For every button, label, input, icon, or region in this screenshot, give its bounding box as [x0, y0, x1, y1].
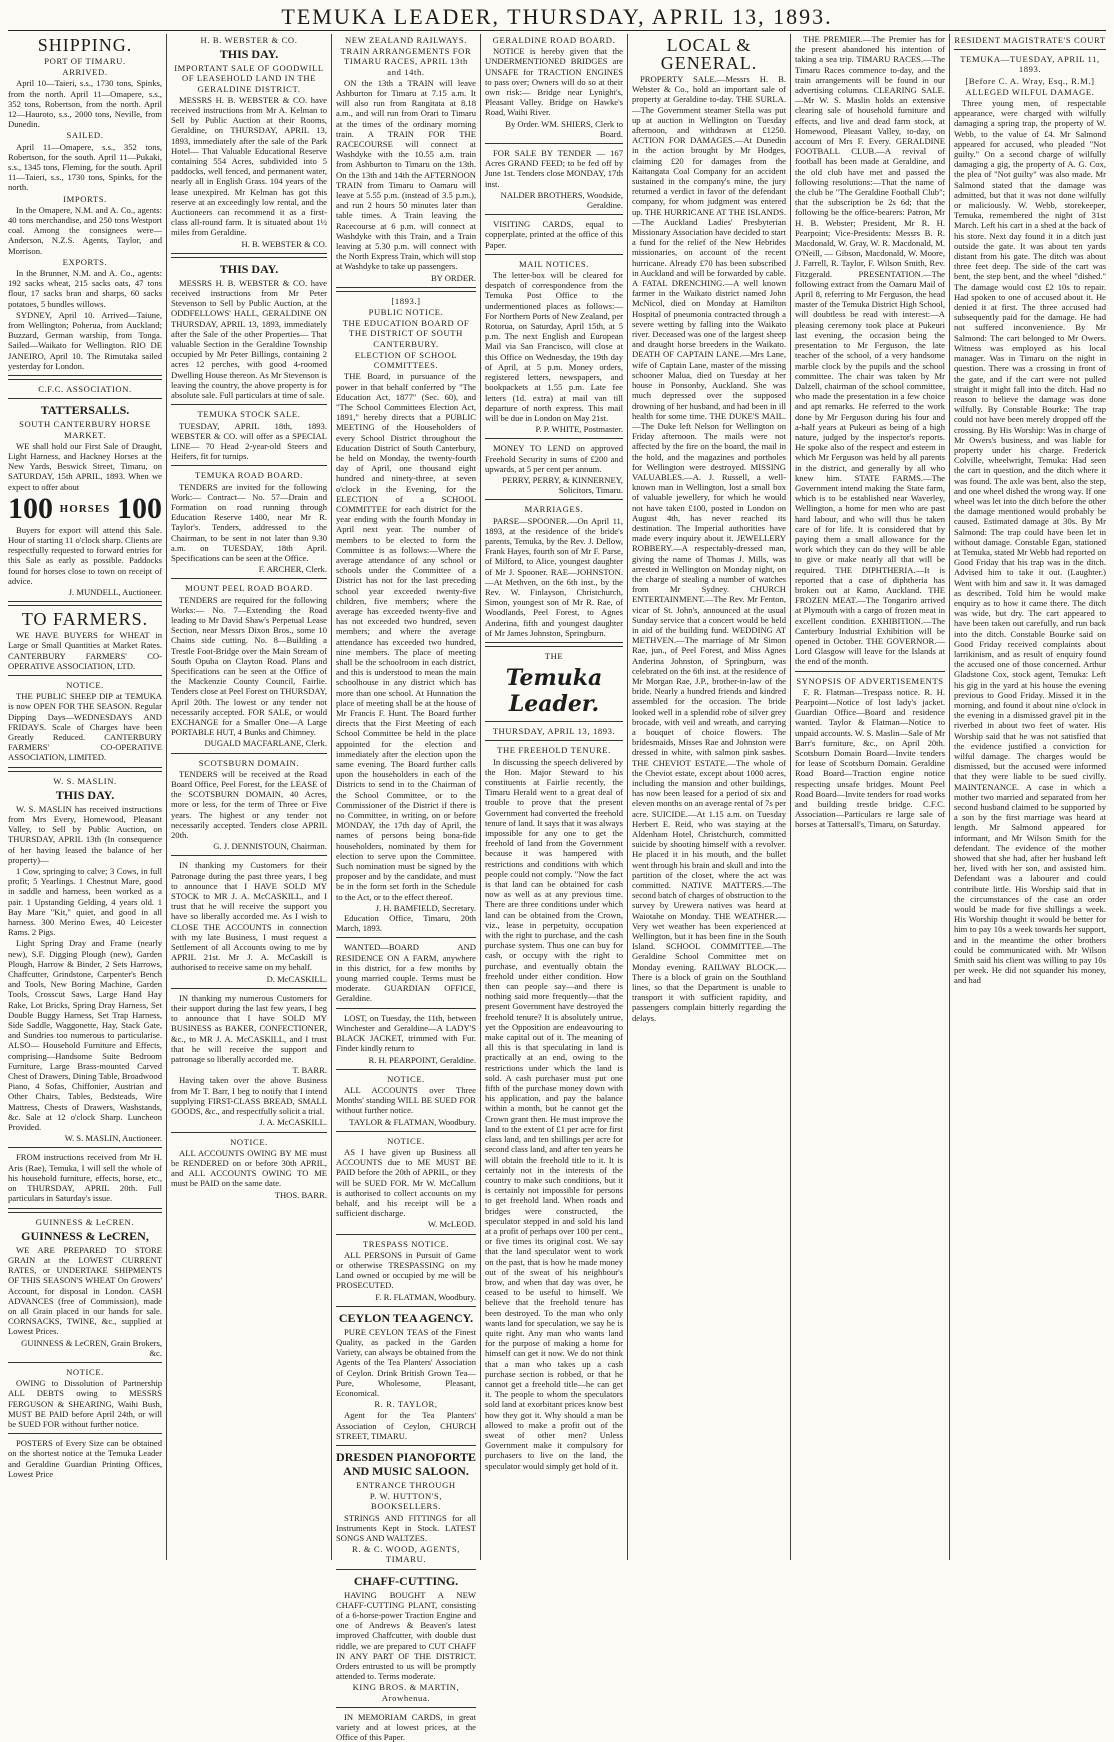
divider [336, 287, 476, 292]
local-general-continued-text: THE PREMIER.—The Premier has for the present abandoned his intention of taking a sea trip. TIMARU RACES.—The Timaru Races commence to-day, and the train arrangements will be found in our advertising columns. CLEARING SALE.—Mr W. S. Maslin holds an extensive clearing sale of household furniture and effects, and live and dead farm stock, at Homewood, Pleasant Valley, to-day, on account of Mrs F. Every. GERALDINE FOOTBALL CLUB.—A revival of football has been made at Geraldine, and the old club have met and passed the following resolutions:—That the name of the club be "The Geraldine Football Club"; that the subscription be 2s 6d; that the following be the office-bearers: Patron, Mr H. B. Webster; President, Mr R. H. Pearpoint; Vice-Presidents: Messrs B. R. Macdonald, W. Gray, W. R. Macdonald, M. O'Neill, — Gibson, Macdonald, W. Moore, J. Farrell, R. Taylor, F. Wilson Smith, Rev. Fitzgerald. PRESENTATION.—The following extract from the Oamaru Mail of April 8, referring to Mr Ferguson, the head master of the Temuka District High School, will doubtless be read with interest:—A pleasing ceremony took place at Pukeuri last evening, the occasion being the presentation to Mr Ferguson, the late teacher of the school, of a very handsome marble clock by the pupils and the school committee. The chair was taken by Mr Dalzell, chairman of the school committee, who made the presentation in a few choice and apt remarks. He referred to the work done by Mr Ferguson during his four and a-half years at Pukeuri as being of a high nature, judged by the inspector's reports. He spoke also of the respect and esteem in which Mr Ferguson was held by all parents in the district, and generally by all who knew him. STATE FARMS.—The Government intend making the State farm, which is to be established near Waverley, Wellington, a home for men who are past hard labour, and who will thus be taken care of for life. It is considered that by paying them a small allowance for the work which they can do they will be able to give or make nearly all that will be required. THE DIPHTHERIA.—It is reported that a case of diphtheria has broken out at Kamo, Auckland. THE FROZEN MEAT.—The Tongariro arrived at Plymouth with a cargo of frozen meat in excellent condition. EXHIBITION.—The Canterbury Industrial Exhibition will be opened in October. THE GOVERNOR.—Lord Glasgow will leave for the Islands at the end of the month. [795, 34, 945, 667]
hundred-left: 100 [8, 491, 53, 525]
trespass-heading: TRESPASS NOTICE. [362, 1238, 450, 1249]
horse-market-heading: SOUTH CANTERBURY HORSE MARKET. [19, 419, 151, 440]
divider [336, 1069, 476, 1070]
column-rule [627, 34, 628, 1560]
webster-heading: H. B. WEBSTER & CO. [200, 35, 298, 45]
accounts-text: ALL ACCOUNTS OWING BY ME must be RENDERED on or before 30th APRIL, and ALL ACCOUNTS OWING TO ME must be PAID on the same date. [171, 1147, 327, 1189]
divider [336, 1234, 476, 1235]
exports-text: In the Brunner, N.M. and A. Co., agents: 192 sacks wheat, 215 sacks oats, 47 tons flour, 17 sacks bran and sharps, 60 sacks potatoes, 5 bundles willows. [8, 268, 162, 309]
column-shipping [8, 34, 162, 1560]
divider [485, 499, 623, 500]
column-railways [336, 34, 476, 1742]
divider [171, 253, 327, 258]
mail-text: The letter-box will be cleared for despatch of correspondence from the Temuka Post Office to the undermentioned places as follows:— For Northern Ports of New Zealand, per Rotorua, on Saturday, April 15th, at 5 p.m. The next English and European Mail via San Francisco, will close at this Office on Wednesday, the 19th day of April, at 5 p.m. Money orders, registered letters, newspapers, and bookpackets at 1.55 p.m. Late fee letters (1d. extra) at mail van till departure of north express. This mail will be due in London on May 21st. [485, 270, 623, 423]
scotsburn-text: TENDERS will be received at the Road Board Office, Peel Forest, for the LEASE of the SCOTSBURN DOMAIN, 40 Acres, more or less, for the term of Three or Five years. The highest or any tender not necessarily accepted. Tenders close APRIL 20th. [171, 768, 327, 841]
guinness-heading: GUINNESS & LeCREN. [35, 1216, 135, 1227]
divider [485, 214, 623, 215]
column-rule [790, 34, 791, 1560]
divider [8, 375, 162, 380]
thos-barr-signature: THOS. BARR. [274, 1189, 327, 1200]
education-office: Education Office, Timaru, 20th March, 1893. [336, 913, 476, 934]
divider [336, 1131, 476, 1132]
divider [8, 1208, 162, 1213]
king-bros-signature: KING BROS. & MARTIN, Arowhenua. [352, 1682, 460, 1703]
synopsis-text: F. R. Flatman—Trespass notice. R. H. Pearpoint—Notice of lost lady's jacket. Guardian Office—Board and residence wanted. Taylor & Flatman—Notice to unpaid accounts. W. S. Maslin—Sale of Mr Barr's furniture, &c., on April 20th. Scotsburn Domain Board—Invite tenders for lease of Scotsburn Domain. Geraldine Road Board—Traction engine notice respecting unsafe bridges. Mount Peel Road Board—Invite tenders for road works and building trestle bridge. C.F.C. Association—Particulars re large sale of horses at Tattersall's, Timaru, on Saturday. [795, 686, 945, 830]
local-general-text: PROPERTY SALE.—Messrs H. B. Webster & Co., hold an important sale of property at Geraldine to-day. THE SURLA.—The Government steamer Stella was put up at auction in Wellington on Tuesday afternoon, and withdrawn at £1250. ACTION FOR DAMAGES.—At Dunedin in the action brought by Mr Hodges, claiming £20 for damages from the Kaitangata Coal Company for an accident sustained in the company's mine, the jury returned a verdict in favor of the defendant company, for whom judgment was entered up. THE HURRICANE AT THE ISLANDS.—The Auckland Ladies' Presbyterian Missionary Association have decided to start a fund for the relief of the New Hebrides missionaries, on account of the recent hurricane. Already £70 has been subscribed in Auckland and will be forwarded by cable. A FATAL DRENCHING.—A well known farmer in the Waikato district named John McNicol, died on Monday at Hamilton Hospital of pneumonia contracted through a severe wetting by falling into the Waikato river. Deceased was one of the largest sheep and draught horse breeders in the Waikato. DEATH OF CAPTAIN LANE.—Mrs Lane, wife of Captain Lane, master of the missing schooner Malua, died on Tuesday at her house in Ponsonby, Auckland. She was much depressed over the supposed drowning of her husband, and had been in ill health for some time. THE DUKE'S MAIL.—The Duke left Nelson for Wellington on Friday afternoon. The mails were not affected by the fire on the board, the mail in the hold, and the magazines and portholes for Wellington were destroyed. MISSING VALUABLES.—A. J. Russell, a well-known man in Wellington, lost a small box of valuable jewellery, for which he would not have taken £100, posted in London on August 4th, has never reached its destination. The Imperial authorities have made every inquiry about it. JEWELLERY ROBBERY.—A respectably-dressed man, giving the name of Thomas J. Mills, was arrested in Wellington on Monday night, on the charge of stealing a number of watches from Mr Sydney. CHURCH ENTERTAINMENT.—The Rev. Mr Fenton, vicar of St. John's, announced at the usual Sunday service that a concert would be held in aid of the building fund. WEDDING AT METHVEN.—The marriage of Mr Simon Rae, jun., of Peel Forest, and Miss Agnes Anderina Johnston, of Springburn, was celebrated on the 6th inst. at the residence of Mr Morgan Rae, J.P., brother-in-law of the bride. Nearly a hundred friends and kindred assembled for the occasion. The bride looked well in a splendid robe of silver grey brocade, with veil and wreath, and carrying a bouquet of choice flowers. The bridesmaids, Misses Rae and Johnston were dressed in white, with salmon pink sashes. THE CHEVIOT ESTATE.—The whole of the Cheviot estate, except about 1000 acres, including the mansion and other buildings, has now been leased for a period of six and eleven months on an average rental of 7s per acre. SUICIDE.—At 1.15 a.m. on Tuesday Herbert E. Reid, who was staying at the Aldenham Hotel, Christchurch, committed suicide by shooting himself with a revolver. He placed it in his mouth, and the bullet went through his brain and skull and into the partition of the closet, where the act was committed. NATIVE MATTERS.—The second batch of charges of obstruction to the survey by Urewera natives was heard at Waiotahe on Monday. THE WEATHER.—Very wet weather has been experienced at Wellington, but it has been fine in the South Island. SCHOOL COMMITTEE.—The Geraldine School Committee met on Monday evening. RAILWAY BLOCK.—There is a block of grain on the Southland lines, so that the Department is unable to transport it with sufficient rapidity, and passengers complain bitterly regarding the delays. [632, 74, 786, 1023]
education-heading: THE EDUCATION BOARD OF THE DISTRICT OF SOUTH CANTERBURY. [342, 318, 470, 349]
mccaskill-bread-text: Having taken over the above Business from Mr T. Barr, I beg to notify that I intend supplying FIRST-CLASS BREAD, SMALL GOODS, &c., and respectfully solicit a trial. [171, 1075, 327, 1117]
geraldine-road-board-heading: GERALDINE ROAD BOARD. [492, 35, 616, 45]
geraldine-road-board-text: NOTICE is hereby given that the UNDERMENTIONED BRIDGES are UNSAFE for TRACTION ENGINES to pass over; Owners will do so at their own risk:— Bridge near Lynight's, Pleasant Valley. Bridge on Hawke's Road, Waihi River. [485, 46, 623, 118]
guinness-signature: GUINNESS & LeCREN, Grain Brokers, &c. [21, 1337, 162, 1358]
webster-signature: H. B. WEBSTER & CO. [241, 238, 327, 249]
election-heading: ELECTION OF SCHOOL COMMITTEES. [354, 349, 458, 371]
notice-heading: NOTICE. [230, 1136, 268, 1147]
notice-heading: NOTICE. [387, 1073, 425, 1084]
divider [8, 767, 162, 772]
mount-peel-text: TENDERS are required for the following Works:— No. 7—Extending the Road leading to Mr David Shaw's Perpetual Lease Section, near Messrs Dixon Bros., some 10 Chains side cutting. No. 8—Building a Trestle Foot-Bridge over the Main Stream of South Opuha on Clayton Road. Plans and Specifications can be seen at the Office of the Mackenzie County Council, Fairlie. Tenders close at Peel Forest on THURSDAY, April 20th. The lowest or any tender not necessarily accepted. FOR SALE, or would EXCHANGE for a Smaller One—A Large PORTABLE HUT, 4 Bunks and Chimney. [171, 594, 327, 738]
hundred-right: 100 [116, 491, 162, 525]
year-label: [1893.] [391, 295, 421, 306]
divider [336, 1707, 476, 1708]
column-rule [166, 34, 167, 1560]
divider [8, 1433, 162, 1434]
the-label: THE [544, 650, 564, 661]
freehold-heading: THE FREEHOLD TENURE. [497, 745, 611, 756]
column-local-general [632, 34, 786, 1560]
this-day-heading-2: THIS DAY. [219, 261, 279, 276]
imports-text: In the Omapere, N.M. and A. Co., agents: 40 tons merchandise, and 250 tons Westport coal. Among the consignees were—Anderson, N.Z.S. Agents, Taylor, and Morrison. [8, 204, 162, 256]
column-auctions [171, 34, 327, 1560]
taylor-notice-text: ALL ACCOUNTS over Three Months' standing WILL BE SUED FOR without further notice. [336, 1084, 476, 1116]
rr-taylor-text: Agent for the Tea Planters' Association of Ceylon, CHURCH STREET, TIMARU. [336, 1410, 476, 1441]
divider [336, 1445, 476, 1446]
column-rule [480, 34, 481, 1560]
synopsis-heading: SYNOPSIS OF ADVERTISEMENTS [796, 675, 944, 686]
furniture-sale-text: FROM instructions received from Mr H. Aris (Rae), Temuka, I will sell the whole of his household furniture, effects, horse, etc., on THURSDAY, APRIL 20th. Full particulars in Saturday's issue. [8, 1152, 162, 1204]
divider [336, 1306, 476, 1307]
wood-signature: R. & C. WOOD, AGENTS, TIMARU. [352, 1544, 460, 1565]
pearpoint-signature: R. H. PEARPOINT, Geraldine. [368, 1054, 476, 1065]
taylor-signature: TAYLOR & FLATMAN, Woodbury. [349, 1116, 476, 1127]
archer-signature: F. ARCHER, Clerk. [258, 564, 327, 575]
notice-heading-2: NOTICE. [66, 1366, 104, 1377]
ceylon-tea-text: PURE CEYLON TEAS of the Finest Quality, as packed in the Garden Variety, can always be obtained from the Agents of the Tea Planters' Association of Ceylon. Drink British Grown Tea—Pure, Wholesome, Pleasant, Economical. [336, 1326, 476, 1398]
divider [8, 398, 162, 399]
perry-signature: PERRY, PERRY, & KINNERNEY, Solicitors, Timaru. [502, 474, 623, 496]
train-title: TRAIN ARRANGEMENTS FOR TIMARU RACES, APRIL 13th and 14th. [340, 46, 472, 77]
education-text: THE Board, in pursuance of the power in that behalf conferred by "The Education Act, 1877" (Sec. 60), and "The School Committees Election Act, 1891," hereby directs that a PUBLIC MEETING of the Householders of every School District throughout the Education District of South Canterbury, be held on Monday, the twenty-fourth day of April, one thousand eight hundred and ninety-three, at seven o'clock in the Evening, for the ELECTION of a SCHOOL COMMITTEE for each district for the year ending with the fourth Monday in April next year. The number of members to be elected to form the Committee is as follows:—Where the average attendance of any school or schools under the Committee of a District has not for the last preceding school year exceeded twenty-five children, five members; where the average has exceeded twenty-five and has not exceeded two hundred, seven members; and where the average attendance has exceeded two hundred, nine members. The place of meeting shall be the schoolroom in each district, and this is understood to mean the main schoolhouse in any district which has more than one school. At Hunnation the place of meeting shall be at the house of Mr Francis F. Hunt. The Board further directs that the First Meeting of each School Committee be held in the place appointed for the election and immediately after the election upon the same evening. The Board further calls upon the householders in each of the Districts to send in to the Chairman of the School Committee, or to the Commissioner of the District if there is no Committee, in writing, on or before MONDAY, the 17th day of April, the names of persons being bona-fide householders, nominated by them for election to serve upon the Committee. Such nomination must be signed by the proposer and by the candidate, and must be in the form set forth in the Schedule to the Act, or to the effect thereof. [336, 371, 476, 902]
exports-heading: EXPORTS. [62, 256, 108, 267]
flatman-signature: F. R. FLATMAN, Woodbury. [375, 1291, 476, 1302]
farmers-title: TO FARMERS. [21, 609, 149, 630]
stock-sale-text: TUESDAY, APRIL 18th, 1893. WEBSTER & CO. will offer as a SPECIAL LINE— 70 Head 2-year-old Steers and Heifers, fit for turnips. [171, 420, 327, 462]
port-heading: PORT OF TIMARU. [44, 56, 126, 66]
cfc-heading: C.F.C. ASSOCIATION. [38, 384, 132, 395]
wanted-text: WANTED—BOARD AND RESIDENCE ON A FARM, anywhere in this district, for a few months by young married couple. Terms must be moderate. GUARDIAN OFFICE, Geraldine. [336, 942, 476, 1004]
divider [171, 404, 327, 405]
marriages-heading: MARRIAGES. [524, 504, 584, 515]
maslin-heading: W. S. MASLIN. [53, 775, 117, 786]
divider [336, 1569, 476, 1570]
marriages-text: PARSE—SPOONER.—On April 11, 1893, at the residence of the bride's parents, Temuka, by the Rev. J. Dellow, Frank Hayes, fourth son of Mr F. Parse, of Milford, to Alice, youngest daughter of Mr J. Spooner. RAE—JOHNSTON.—At Methven, on the 6th inst., by the Rev. W. Finlayson, Christchurch, Simon, youngest son of Mr R. Rae, of Woodlands, Peel Forest, to Agnes Anderina, fifth and youngest daughter of Mr James Johnston, Springburn. [485, 515, 623, 638]
hundred-horses-line [8, 493, 162, 525]
visiting-cards-text: VISITING CARDS, equal to copperplate, printed at the office of this Paper. [485, 219, 623, 250]
mundell-signature: J. MUNDELL, Auctioneer. [68, 586, 162, 597]
column-rule [949, 34, 950, 1560]
court-heading: RESIDENT MAGISTRATE'S COURT [954, 35, 1106, 45]
court-text: Three young men, of respectable appearance, were charged with wilfully damaging a spring trap, the property of W. Webb, to the value of £4. Mr Salmond appeared for accused, who pleaded "Not guilty." On a second charge of wilfully damaging a gig, the property of A. G. Cox, the plea of "Not guilty" was also made. Mr Salmond stated that the damage was admitted, but that it was not done wilfully or maliciously. W. Webb, storekeeper, Temuka, remembered the night of 31st March. Left his cart in a shed at the back of his store. Next day found it in a ditch just outside the gate. It was about ten yards distant from his gate. The ditch was about three feet deep. The side of the cart was bent, the step bent, and the wheel "dished." The damage would cost £2 10s to repair. Had spoken to one of accused about it. He denied it at first. The three accused had subsequently paid for the damage. He had not suffered inconvenience. By Mr Salmond: The cart belonged to Mr Owers. Witness was employed as his local manager. Was in Timaru on the night in question. There was a crossing in front of the gate, and if the cart were not pulled straight it might fall into the ditch. Had no reason to believe the damage was done wilfully. By Constable Bourke: The trap could not have been merely dropped off the crossing. By His Worship: Was in charge of Mr Owers's business, and was liable for property under his charge. Frederick Colville, wheelwright, Temuka: Had seen the cart in question, and the ditch where it was found. The axle was bent, also the step, and one wheel dished the wrong way. If one wheel was let into the ditch before the other the damage mentioned would probably be caused. Estimated damage at 30s. By Mr Salmond: The trap could have been let in without damage. Constable Egan, stationed at Temuka, stated Mr Webb had reported on Good Friday that his trap was in the ditch. Advised him to take it out. (Laughter.) Went with him and saw it. It was damaged as described. Told him he would make enquiry as to how it came there. The ditch was wide, but dry. The cart appeared to have been taken out carefully, and run back into the ditch. Constable Bourke said on Good Friday received complaints about larrikinism, and as result of enquiry found the accused one of those concerned. Arthur Gladstone Cox, stock agent, Temuka: Left his gig in the yard at his house the evening previous to Good Friday. Missed it in the morning, and found it about nine o'clock in the evening in a dismissed gravel pit in the riverbed in about two feet of water. His Worship said that he was not satisfied that the evidence justified a conviction for wilful damage. The charges would be dismissed, but the accused were informed that they were liable to be sued civilly. MAINTENANCE. A case in which a mother two married and separated from her second husband claimed to be supported by a son by the first marriage was heard at length. Mr Salmond appeared for informant, and Mr Wilson Smith for the defendant. The evidence of the mother showed that she had, after her husband left her, lived with her son, and assisted him. Defendant was a labourer and could contribute little. His Worship said that in the circumstances of the case an order would be made for five shillings a week. His Worship thought it would be better for him to pay 10s a week towards her support, and in the meantime the other brothers could be communicated with. Mr Wilson Smith said his client was willing to pay 10s per week. He did not squander his money, and had [954, 98, 1106, 986]
ceylon-tea-heading: CEYLON TEA AGENCY. [338, 1310, 474, 1325]
stock-sale-heading: TEMUKA STOCK SALE. [197, 409, 301, 420]
maslin-signature: W. S. MASLIN, Auctioneer. [64, 1133, 162, 1144]
divider [485, 438, 623, 439]
goodwill-heading: IMPORTANT SALE OF GOODWILL OF LEASEHOLD LAND IN THE GERALDINE DISTRICT. [174, 63, 324, 94]
mail-heading: MAIL NOTICES. [518, 258, 590, 269]
chaff-cutting-heading: CHAFF-CUTTING. [353, 1573, 459, 1588]
court-date: TEMUKA—TUESDAY, APRIL 11, 1893. [960, 54, 1100, 75]
divider [336, 937, 476, 938]
dresden-heading: DRESDEN PIANOFORTE AND MUSIC SALOON. [336, 1450, 476, 1478]
horse-sale-text: WE shall hold our First Sale of Draught, Light Harness, and Hackney Horses at the New Yards, Beswick Street, Timaru, on SATURDAY, 15th APRIL, 1893. When we expect to offer about [8, 440, 162, 492]
divider [171, 753, 327, 754]
divider [485, 254, 623, 255]
temuka-road-board-heading: TEMUKA ROAD BOARD. [195, 470, 303, 481]
column-court [954, 34, 1106, 1560]
masthead-rule [8, 30, 1106, 31]
arrived-heading: ARRIVED. [62, 67, 108, 78]
lost-text: LOST, on Tuesday, the 11th, between Winchester and Geraldine—A LADY'S BLACK JACKET, trimmed with Fur. Finder kindly return to [336, 1012, 476, 1054]
horse-sale-text-2: Buyers for export will attend this Sale. Hour of starting 11 o'clock sharp. Clients are respectfully requested to forward entries for this Sale as early as possible. Paddocks found for horses close to town on receipt of advice. [8, 524, 162, 586]
posters-text: POSTERS of Every Size can be obtained on the shortest notice at the Temuka Leader and Geraldine Guardian Printing Offices, Lowest Price [8, 1438, 162, 1479]
column-rule [331, 34, 332, 1560]
divider [171, 578, 327, 579]
scotsburn-heading: SCOTSBURN DOMAIN. [198, 757, 300, 768]
shipping-title: SHIPPING. [37, 35, 133, 55]
alleged-damage-heading: ALLEGED WILFUL DAMAGE. [965, 86, 1095, 97]
mcleod-text: AS I have given up Business all ACCOUNTS due to ME MUST BE PAID before the 20th of APRIL, or they will be SUED FOR. Mr W. McCallum is authorised to collect accounts on my behalf, and his receipt will be a sufficient discharge. [336, 1146, 476, 1219]
mcleod-signature: W. McLEOD. [427, 1219, 476, 1230]
nalder-signature: NALDER BROTHERS, Woodside, Geraldine. [500, 189, 623, 211]
newspaper-title: Temuka Leader. [505, 665, 603, 718]
train-text: ON the 13th a TRAIN will leave Ashburton for Timaru at 7.15 a.m. It will also run from Rangitata at 8.18 a.m., and will run from Orari to Timaru at the times of the ordinary morning train. A TRAIN FOR THE RACECOURSE will connect at Washdyke with the 10.55 a.m. train from Ashburton to Timaru on the 13th. On the 13th and 14th the AFTERNOON TRAIN from Timaru to Oamaru will leave at 5.55 p.m. (instead of 3.5 p.m.), and run 2 hours 50 minutes later than table times. A Train leaving the Racecourse at 6 p.m. will connect at Washdyke with this Train, and a Train leaving at 5.30 p.m. will connect with the North Express Train, which will stop at Washdyke to take up passengers. [336, 77, 476, 272]
money-text: MONEY TO LEND on approved Freehold Security in sums of £200 and upwards, at 5 per cent per annum. [485, 443, 623, 474]
divider [485, 721, 623, 722]
this-day-heading: THIS DAY. [55, 787, 115, 802]
by-order: BY ORDER. [430, 272, 476, 283]
divider [8, 601, 162, 606]
maslin-items: 1 Cow, springing to calve; 3 Cows, in full profit; 5 Yearlings. 1 Chestnut Mare, good in saddle and harness, been worked as a pair. 1 Upstanding Gelding, 4 years old. 1 Bay Mare "Kit," quiet, and good in all harness. 300 Merino Ewes, 40 Leicester Rams. 2 Pigs. [8, 866, 162, 938]
oddfellows-text: MESSRS H. B. WEBSTER & CO. have received instructions from Mr Peter Stevenson to Sell by Public Auction, at the ODDFELLOWS' HALL, GERALDINE ON THURSDAY, APRIL 13, 1893, immediately after the Sale of the other Properties— That valuable Section in the Geraldine Township occupied by Mr Peter Billings, containing 2 acres 12 perches, with good 4-roomed Dwelling House thereon. As Mr Stevenson is leaving the country, the above property is for absolute sale. Full particulars at time of sale. [171, 277, 327, 401]
maslin-sale-text: W. S. MASLIN has received instructions from Mrs Every, Homewood, Pleasant Valley, to Sell by Public Auction, on THURSDAY, APRIL 13th (In consequence of her having leased the balance of her property)— [8, 803, 162, 865]
barr-text: IN thanking my numerous Customers for their support during the last few years, I beg to announce that I have SOLD MY BUSINESS as BAKER, CONFECTIONER, &c., to MR J. A. McCASKILL, and I trust that he will receive the support and patronage so liberally accorded me. [171, 992, 327, 1065]
dateline: THURSDAY, APRIL 13, 1893. [492, 726, 616, 737]
arrived-text: April 10—Taieri, s.s., 1730 tons, Spinks, from the north. April 11—Omapere, s.s., 352 tons, Robertson, from the north. April 12—Hauroto, s.s., 2000 tons, Neville, from Dunedin. [8, 78, 162, 130]
divider [8, 1362, 162, 1363]
horses-label: HORSES [59, 502, 111, 515]
divider [171, 988, 327, 989]
postmaster-signature: P. P. WHITE, Postmaster. [535, 424, 623, 435]
sydney-text: SYDNEY, April 10. Arrived—Taiune, from Wellington; Poherua, from Auckland; Buzzard, German warship, from Tonga. Sailed—Waikato for Wellington. RIO DE JANEIRO, April 10. The Rimutaka sailed yesterday for London. [8, 309, 162, 371]
divider [336, 1008, 476, 1009]
barr-signature: T. BARR. [292, 1065, 327, 1076]
sailed-heading: SAILED. [66, 130, 104, 141]
entrance-label: ENTRANCE THROUGH [356, 1480, 456, 1490]
divider [171, 855, 327, 856]
maslin-sale-items: Light Spring Dray and Frame (nearly new), S.F. Digging Plough (new), Garden Plough, Harrow & Binder, 2 Sets Harrows, Chaffcutter, Grindstone, Carpenter's Bench and Tools, New Boring Machine, Garden Tools, Crosscut Saws, Large Hand Hay Rake, Lot Bricks, Spring Dray Harness, Set Double Buggy Harness, Set Trap Harness, Side Saddle, Waggonette, Hay, Stack Gate, and Sundries too numerous to particularise. ALSO— Household Furniture and Effects, comprising—Handsome Suite Bedroom Furniture, Large Brass-mounted Carved Chest of Drawers, Dining Table, Broadwood Piano, 4 Sofas, Chiffonier, Austrian and Other Chairs, Tables, Bedsteads, Wire Mattress, Chests of Drawers, Washstands, &c. Sale at 12 o'clock Sharp. Luncheon Provided. [8, 938, 162, 1133]
chaff-cutting-text: HAVING BOUGHT A NEW CHAFF-CUTTING PLANT, consisting of a 6-horse-power Traction Engine and one of Andrews & Beaven's latest improved Chaffcutter, with double dust riddle, we are prepared to CUT CHAFF IN ANY PART OF THE DISTRICT. Orders entrusted to us will be promptly attended to. Terms moderate. [336, 1589, 476, 1682]
divider [485, 740, 623, 741]
trespass-text: ALL PERSONS in Pursuit of Game or otherwise TRESPASSING on my Land owned or occupied by me will be PROSECUTED. [336, 1249, 476, 1291]
notice-heading: NOTICE. [66, 679, 104, 690]
tender-text: FOR SALE BY TENDER — 167 Acres GRAND FEED; to be fed off by June 1st. Tenders close MONDAY, 17th inst. [485, 148, 623, 189]
tattersalls-heading: TATTERSALLS. [40, 403, 130, 418]
column-local-general-continued [795, 34, 945, 1560]
divider [795, 671, 945, 672]
shiers-signature: By Order. WM. SHIERS, Clerk to Board. [505, 118, 623, 139]
road-tenders-text: TENDERS are invited for the following Work:— Contract— No. 57—Drain and Formation on road running through Education Reserve 1400, near Mr R. Taylor's. Tenders, addressed to the Chairman, to be sent in not later than 9.30 a.m. on TUESDAY, 18th April. Specifications can be seen at the Office. [171, 481, 327, 563]
court-before: [Before C. A. Wray, Esq., R.M.] [965, 75, 1095, 86]
column-notices [485, 34, 623, 1560]
sailed-text: April 11—Omapere, s.s., 352 tons, Robertson, for the south. April 11—Pukaki, s.s., 1345 tons, Fleming, for the south. April 11—Taieri, s.s., 1730 tons, Spinks, for the north. [8, 141, 162, 193]
divider [485, 642, 623, 647]
bamfield-signature: J. H. BAMFIELD, Secretary. [375, 902, 476, 913]
mccaskill-bread-signature: J. A. McCASKILL. [259, 1117, 327, 1128]
guinness-title: GUINNESS & LeCREN, [21, 1228, 149, 1243]
goodwill-text: MESSRS H. B. WEBSTER & CO. have received instructions from Mr A. Kelman to Sell by Public Auction at their Rooms, Geraldine, on THURSDAY, APRIL 13, 1893, immediately after the sale of the Park Hotel— That Valuable Educational Reserve containing 554 Acres, subdivided into 5 paddocks, well fenced, and permanent water, nearly all in English Grass. 104 years of the lease unexpired. Mr Kelman has got this reserve at an exceedingly low rental, and the Auctioneers can recommend it as a first-class all-round farm. It is situated about 1½ miles from Geraldine. [171, 94, 327, 238]
railways-heading: NEW ZEALAND RAILWAYS. [344, 35, 467, 45]
divider [954, 49, 1106, 50]
mount-peel-heading: MOUNT PEEL ROAD BOARD. [185, 583, 313, 594]
divider [485, 143, 623, 144]
masthead: TEMUKA LEADER, THURSDAY, APRIL 13, 1893. [281, 4, 833, 29]
divider [8, 675, 162, 676]
macfarlane-signature: DUGALD MACFARLANE, Clerk. [204, 738, 327, 749]
sheep-dip-text: THE PUBLIC SHEEP DIP at TEMUKA is now OPEN FOR THE SEASON. Regular Dipping Days—WEDNESDAYS AND FRIDAYS. Scale of Charges have been Greatly Reduced. CANTERBURY FARMERS' CO-OPERATIVE ASSOCIATION, LIMITED. [8, 691, 162, 763]
divider [171, 1132, 327, 1133]
public-notice-heading: PUBLIC NOTICE. [368, 307, 444, 318]
denniston-signature: G. J. DENNISTOUN, Chairman. [213, 841, 327, 852]
mccaskill-text: IN thanking my Customers for their Patronage during the past three years, I beg to announce that I HAVE SOLD MY STOCK to MR J. A. McCASKILL, and I trust that he will receive the support you have so liberally accorded me. As I wish to CLOSE THE ACCOUNTS in connection with my late Business, I must request a Settlement of all Accounts owing to me by APRIL 21st. Mr J. A. McCaskill is authorised to receive same on my behalf. [171, 860, 327, 973]
freehold-editorial: In discussing the speech delivered by the Hon. Major Steward to his constituents at Fairlie recently, the Timaru Herald went to a great deal of trouble to prove that the present Government had converted the freehold tenure of land. It says that it was always impossible for any one to get the freehold of land from the Government because it was hampered with restrictions and conditions with which people could not comply. "Now the fact is that land can be obtained for cash now as well as at any previous time. There are three conditions under which land can be obtained from the Crown, viz., lease in perpetuity, occupation with the right to purchase, and the cash purchase system. Thus one can buy for cash, or occupy with the right to purchase, and eventually obtain the freehold under either condition. How then can people say—and there is nothing said more frequently—that the present Government have destroyed the freehold tenure? It is absolutely untrue, yet the Opposition are endeavouring to make capital out of it. The meaning of all this is that speculating in land is practically at an end, owing to the restrictions under which the land is sold. A cash purchaser must put one fifth of the purchase money down with his application, and pay the balance within a month, but he cannot get the Crown grant then. He must improve the land to the extent of £1 per acre for first class land, and ten shillings per acre for second class land, and after ten years he will obtain the freehold title to it. It is certainly not in the interests of the country to make such conditions, but it is certainly not impossible for persons to get freehold land. When roads and bridges were constructed, the speculator stepped in and sold his land at a profit of perhaps over 100 per cent., or five times its original cost. We say that the land speculator went to work on the past, that is how he made money out of the sweat of his neighbour's brow, and when that day was over, he ceased to be useful to himself. We believe that the freehold tenure has been destroyed. To the man who only wants land for speculation, we say he is quite right. Any man who wants land for the purpose of making a home for himself can get it now. We do not think that a man who takes up a cash purchase section is robbed, or that he cannot get a freehold title—he can get it. The people to whom the speculators sold land at exorbitant prices know best how they got it. Why should a man be allowed to make a profit out of the sweat of other men? Unless Government make it compulsory for purchasers to live on the land, the speculator would simply get hold of it. [485, 756, 623, 1471]
strings-text: STRINGS AND FITTINGS for all Instruments Kept in Stock. LATEST SONGS AND WALTZES. [336, 1512, 476, 1544]
divider [8, 1147, 162, 1148]
local-general-title: LOCAL & GENERAL. [660, 35, 758, 73]
hutton-label: P. W. HUTTON'S, BOOKSELLERS. [369, 1491, 443, 1512]
mccaskill-signature: D. McCASKILL. [266, 973, 327, 984]
partnership-text: OWING to Dissolution of Partnership ALL DEBTS owing to MESSRS FERGUSON & SHEARING, Waihi Bush, MUST BE PAID before April 24th, or will be SUED FOR without further notice. [8, 1378, 162, 1429]
divider [171, 465, 327, 466]
this-day-heading: THIS DAY. [219, 47, 279, 62]
memoriam-text: IN MEMORIAM CARDS, in great variety and at lowest prices, at the Office of this Paper. [336, 1711, 476, 1742]
farmers-text: WE HAVE BUYERS for WHEAT in Large or Small Quantities at Market Rates. CANTERBURY FARMERS' CO-OPERATIVE ASSOCIATION, LTD. [8, 630, 162, 671]
notice-heading-2: NOTICE. [387, 1135, 425, 1146]
imports-heading: IMPORTS. [63, 193, 107, 204]
grain-text: WE ARE PREPARED TO STORE GRAIN at the LOWEST CURRENT RATES, or UNDERTAKE SHIPMENTS OF THIS SEASON'S WHEAT On Growers' Account, for disposal in London. CASH ADVANCES (free of Commission), made on all Grain placed in our hands for sale. CORNSACKS, TWINE, &c., supplied at Lowest Prices. [8, 1244, 162, 1337]
rr-taylor-heading: R. R. TAYLOR, [374, 1399, 438, 1410]
